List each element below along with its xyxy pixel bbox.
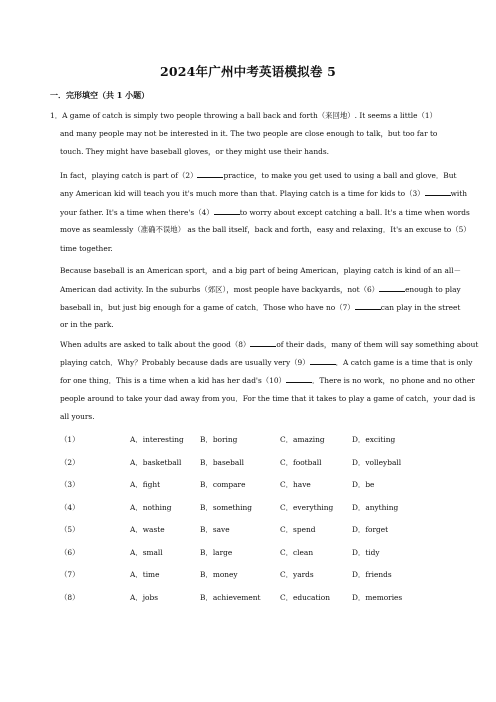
option-a[interactable]: A．waste [130, 525, 165, 534]
option-a[interactable]: A．time [130, 570, 160, 579]
answer-blank[interactable] [425, 188, 451, 196]
option-c[interactable]: C．yards [280, 570, 314, 579]
option-c[interactable]: C．football [280, 457, 322, 467]
option-d[interactable]: D．exciting [352, 435, 396, 444]
passage-text: and many people may not be interested in it. The two people are close enough to talk，but too far to [60, 129, 438, 138]
passage-text: with [450, 189, 467, 198]
option-b[interactable]: B．boring [200, 435, 238, 444]
passage-line [60, 207, 470, 217]
option-c[interactable]: C．clean [280, 547, 314, 557]
answer-blank[interactable] [355, 302, 381, 310]
answer-blank[interactable] [197, 170, 223, 178]
passage-text: baseball in，but just big enough for a game of catch．Those who have no（7） [60, 303, 355, 312]
passage-text: any American kid will teach you it's much more than that. Playing catch is a time for kids to（3） [60, 189, 425, 198]
passage-text: of their dads，many of them will say something about [276, 340, 479, 349]
passage-text: American dad activity. In the suburbs（郊区），most people have backyards，not（6） [60, 285, 380, 294]
option-c[interactable]: C．have [280, 480, 311, 489]
passage-line [60, 357, 473, 367]
passage-text: your father. It's a time when there's（4） [60, 208, 214, 217]
passage-text: ．There is no work，no phone and no other [311, 376, 475, 385]
passage-text: enough to play [405, 285, 461, 294]
option-b[interactable]: B．something [200, 502, 253, 512]
option-a[interactable]: A．interesting [130, 435, 184, 444]
passage-text: Because baseball is an American sport，and a big part of being American，playing catch is kind of an all－ [60, 266, 462, 275]
question-number: （2） [60, 457, 80, 467]
question-number: （7） [60, 570, 80, 579]
passage-line [60, 284, 461, 294]
question-number: （8） [60, 592, 80, 602]
option-a[interactable]: A．jobs [130, 592, 158, 602]
passage-text: 1．A game of catch is simply two people throwing a ball back and forth（来回地）. It seems a little（1） [50, 111, 437, 120]
option-c[interactable]: C．everything [280, 502, 334, 512]
passage-line [60, 412, 448, 421]
question-number: （3） [60, 480, 80, 489]
passage-text: touch. They might have baseball gloves，or they might use their hands. [60, 147, 329, 156]
passage-line [60, 266, 462, 275]
option-c[interactable]: C．education [280, 592, 330, 602]
passage-line [50, 111, 448, 120]
passage-text: all yours. [60, 412, 95, 421]
passage-text: time together. [60, 244, 113, 253]
option-d[interactable]: D．anything [352, 502, 399, 512]
question-number: （1） [60, 435, 80, 444]
passage-text: to worry about except catching a ball. It's a time when words [239, 208, 470, 217]
option-d[interactable]: D．volleyball [352, 457, 402, 467]
question-number: （4） [60, 502, 80, 512]
question-number: （6） [60, 547, 80, 557]
passage-text: move as seamlessly（准确不误地） as the ball itself，back and forth，easy and relaxing．It's an excuse to（5） [60, 225, 471, 234]
option-b[interactable]: B．compare [200, 480, 246, 489]
option-b[interactable]: B．money [200, 570, 238, 579]
answer-blank[interactable] [214, 207, 240, 215]
answer-blank[interactable] [310, 357, 336, 365]
passage-text: practice，to make you get used to using a ball and glove．But [223, 171, 457, 180]
option-d[interactable]: D．memories [352, 592, 403, 602]
option-b[interactable]: B．save [200, 525, 230, 534]
passage-line [60, 129, 448, 138]
passage-text: can play in the street [380, 303, 461, 312]
option-c[interactable]: C．amazing [280, 435, 325, 444]
passage-line [60, 320, 448, 329]
option-a[interactable]: A．nothing [130, 502, 172, 512]
passage-text: people around to take your dad away from you．For the time that it takes to play a game of catch，your dad is [60, 394, 476, 403]
passage-line [60, 225, 471, 234]
option-b[interactable]: B．baseball [200, 457, 244, 467]
option-d[interactable]: D．forget [352, 525, 389, 534]
answer-blank[interactable] [286, 375, 312, 383]
option-a[interactable]: A．small [130, 547, 163, 557]
passage-text: In fact，playing catch is part of（2） [60, 171, 198, 180]
option-d[interactable]: D．tidy [352, 547, 380, 557]
answer-blank[interactable] [379, 284, 405, 292]
passage-line [60, 394, 476, 403]
option-b[interactable]: B．large [200, 547, 233, 557]
option-c[interactable]: C．spend [280, 525, 316, 534]
passage-line [60, 244, 448, 253]
passage-line [60, 302, 461, 312]
option-a[interactable]: A．basketball [130, 457, 182, 467]
section-heading: 一．完形填空（共 1 小题） [50, 90, 150, 100]
answer-blank[interactable] [250, 339, 276, 347]
passage-line [60, 375, 475, 385]
option-a[interactable]: A．fight [130, 480, 161, 489]
passage-text: playing catch．Why？Probably because dads are usually very（9） [60, 358, 310, 367]
passage-text: or in the park. [60, 320, 114, 329]
passage-line [60, 188, 467, 198]
passage-text: When adults are asked to talk about the good（8） [60, 340, 251, 349]
passage-text: ．A catch game is a time that is only [335, 358, 473, 367]
passage-text: for one thing．This is a time when a kid has her dad's（10） [60, 376, 286, 385]
option-d[interactable]: D．friends [352, 570, 392, 579]
page-title: 2024年广州中考英语模拟卷 5 [159, 64, 337, 79]
passage-line [60, 170, 457, 180]
question-number: （5） [60, 525, 80, 534]
passage-line [60, 339, 479, 349]
option-b[interactable]: B．achievement [200, 592, 261, 602]
passage-line [60, 147, 448, 156]
option-d[interactable]: D．be [352, 480, 375, 489]
